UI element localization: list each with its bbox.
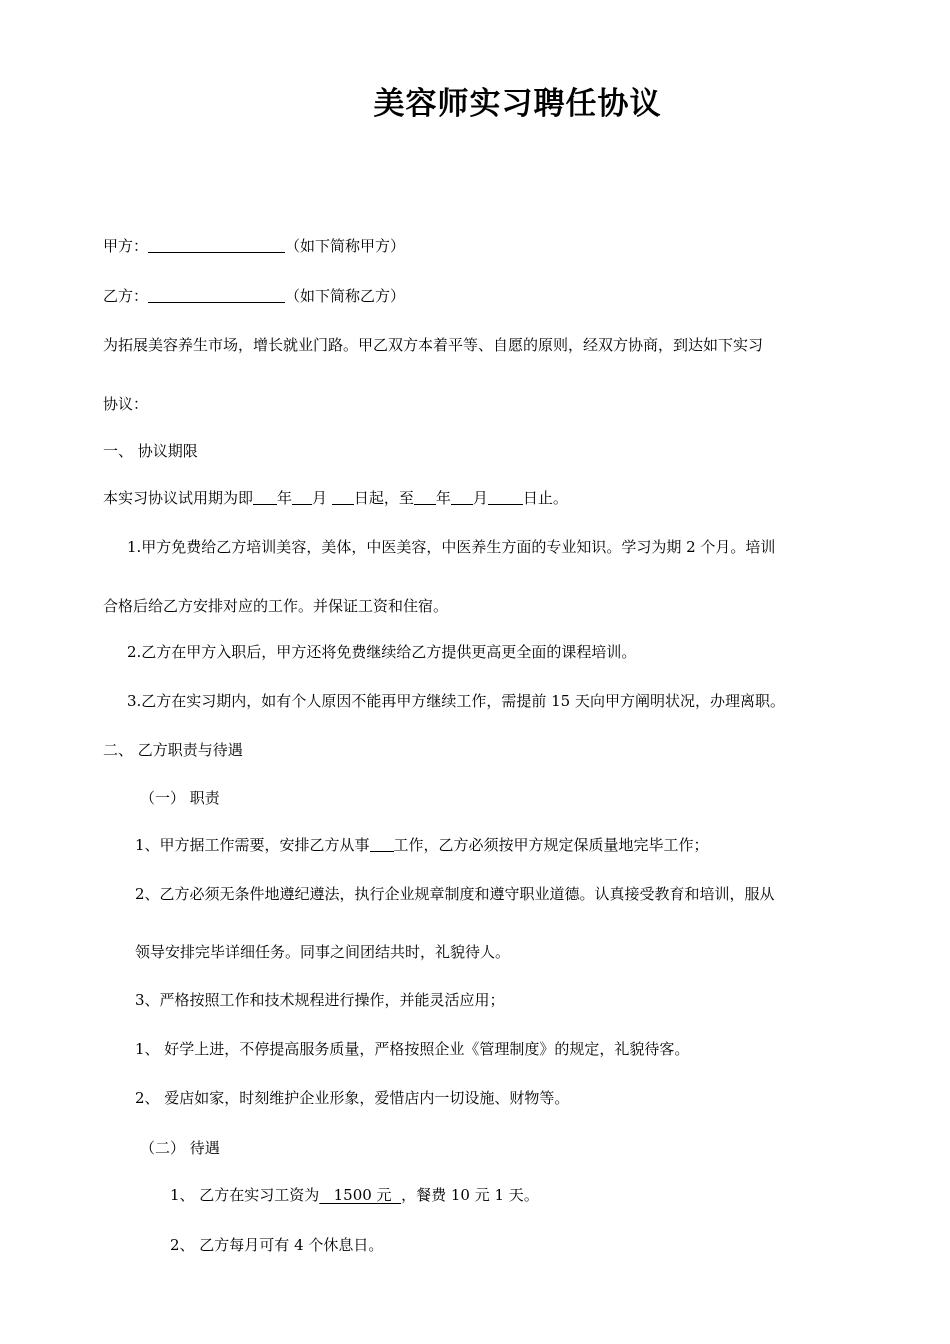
- duty-4: 1、 好学上进，不停提高服务质量，严格按照企业《管理制度》的规定，礼貌待客。: [135, 1040, 690, 1058]
- section-2-heading: 二、 乙方职责与待遇: [103, 741, 243, 759]
- party-b-note: （如下简称乙方）: [285, 287, 406, 305]
- period-blank-year-start: [253, 489, 277, 505]
- period-blank-year-end: [414, 489, 436, 505]
- s1-item-3: 3.乙方在实习期内，如有个人原因不能再甲方继续工作，需提前 15 天向甲方阐明状况，办理离职。: [127, 692, 785, 710]
- s1-item-1-line-2: 合格后给乙方安排对应的工作。并保证工资和住宿。: [103, 597, 449, 615]
- duty-1-text-a: 1、甲方据工作需要，安排乙方从事: [135, 836, 370, 854]
- benefit-1-text-b: ，餐费 10 元 1 天。: [401, 1186, 539, 1204]
- benefits-heading: （二） 待遇: [140, 1139, 220, 1157]
- period-blank-month-end: [451, 489, 473, 505]
- duties-heading: （一） 职责: [140, 789, 220, 807]
- s1-item-1-line-1: 1.甲方免费给乙方培训美容，美体，中医美容，中医养生方面的专业知识。学习为期 2 个月。培训: [127, 538, 776, 556]
- party-a-blank: [148, 237, 285, 253]
- duty-2-line-1: 2、乙方必须无条件地遵纪遵法，执行企业规章制度和遵守职业道德。认真接受教育和培训，服从: [135, 885, 775, 903]
- period-text-4: 日起，至: [353, 489, 414, 507]
- intro-line-1: 为拓展美容养生市场，增长就业门路。甲乙双方本着平等、自愿的原则，经双方协商，到达如下实习: [103, 336, 764, 354]
- period-text-1: 本实习协议试用期为即: [103, 489, 254, 507]
- benefit-1-text-a: 1、 乙方在实习工资为: [170, 1186, 320, 1204]
- s1-item-2: 2.乙方在甲方入职后，甲方还将免费继续给乙方提供更高更全面的课程培训。: [127, 643, 637, 661]
- duty-1: [135, 835, 709, 855]
- period-text-3: 月: [312, 489, 332, 507]
- benefit-2: 2、 乙方每月可有 4 个休息日。: [170, 1236, 384, 1254]
- period-text-5: 年: [435, 489, 451, 507]
- period-text-6: 月: [472, 489, 488, 507]
- duty-5: 2、 爱店如家，时刻维护企业形象，爱惜店内一切设施、财物等。: [135, 1089, 570, 1107]
- duty-1-blank: [370, 836, 394, 852]
- duty-2-line-2: 领导安排完毕详细任务。同事之间团结共时，礼貌待人。: [135, 943, 511, 961]
- section-1-heading: 一、 协议期限: [103, 442, 198, 460]
- document-title: 美容师实习聘任协议: [373, 86, 662, 122]
- benefit-1: [170, 1185, 539, 1205]
- period-line: [103, 488, 568, 508]
- duty-1-text-b: 工作，乙方必须按甲方规定保质量地完毕工作；: [393, 836, 709, 854]
- period-blank-day-start: [332, 489, 354, 505]
- party-b-blank: [148, 287, 285, 303]
- party-a-line: [103, 236, 405, 256]
- period-blank-month-start: [292, 489, 312, 505]
- intro-line-2: 协议：: [103, 395, 149, 413]
- period-text-7: 日止。: [522, 489, 568, 507]
- party-a-note: （如下简称甲方）: [285, 237, 406, 255]
- period-text-2: 年: [277, 489, 293, 507]
- duty-3: 3、严格按照工作和技术规程进行操作，并能灵活应用；: [135, 991, 505, 1009]
- party-b-label: 乙方：: [103, 287, 149, 305]
- period-blank-day-end: [488, 489, 523, 505]
- salary-value: 1500 元: [319, 1186, 402, 1204]
- party-b-line: [103, 286, 405, 306]
- party-a-label: 甲方：: [103, 237, 149, 255]
